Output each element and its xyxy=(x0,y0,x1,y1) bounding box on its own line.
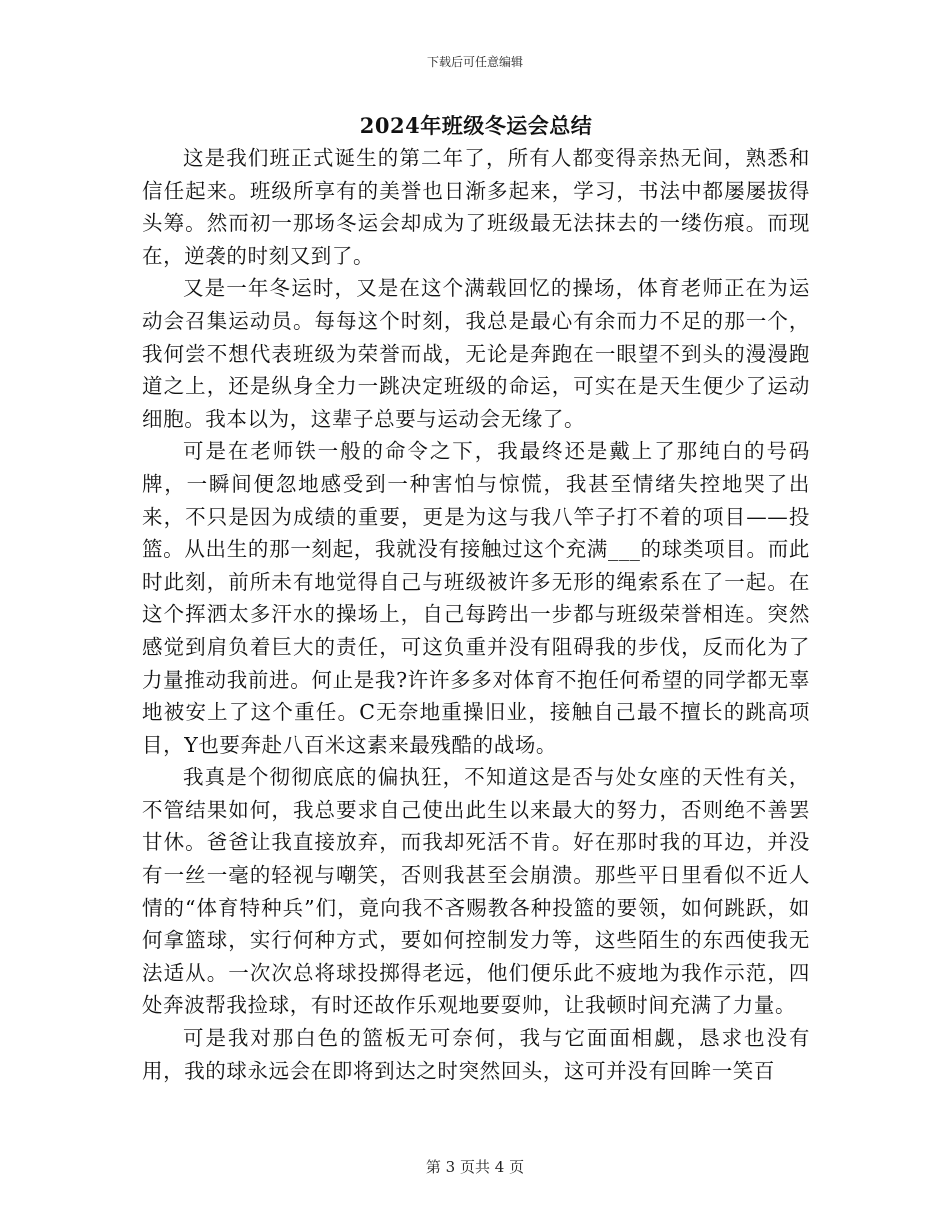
document-title: 2024年班级冬运会总结 xyxy=(359,113,593,138)
paragraph-1: 这是我们班正式诞生的第二年了，所有人都变得亲热无间，熟悉和信任起来。班级所享有的美誉也日渐多起来，学习，书法中都屡屡拔得头筹。然而初一那场冬运会却成为了班级最无法抹去的一缕伤痕。而现在，逆袭的时刻又到了。 xyxy=(142,146,810,268)
paragraph-4: 我真是个彻彻底底的偏执狂，不知道这是否与处女座的天性有关，不管结果如何，我总要求自己使出此生以来最大的努力，否则绝不善罢甘休。爸爸让我直接放弃，而我却死活不肯。好在那时我的耳边，并没有一丝一毫的轻视与嘲笑，否则我甚至会崩溃。那些平日里看似不近人情的“体育特种兵”们，竟向我不吝赐教各种投篮的要领，如何跳跃，如何拿篮球，实行何种方式，要如何控制发力等，这些陌生的东西使我无法适从。一次次总将球投掷得老远，他们便乐此不疲地为我作示范，四处奔波帮我捡球，有时还故作乐观地要耍帅，让我顿时间充满了力量。 xyxy=(142,765,810,1018)
header-note: 下载后可任意编辑 xyxy=(426,55,523,69)
paragraph-5: 可是我对那白色的篮板无可奈何，我与它面面相觑，恳求也没有用，我的球永远会在即将到达之时突然回头，这可并没有回眸一笑百 xyxy=(142,1026,810,1083)
page-number-footer: 第 3 页共 4 页 xyxy=(425,1158,525,1176)
document-body xyxy=(142,110,810,1087)
paragraph-2: 又是一年冬运时，又是在这个满载回忆的操场，体育老师正在为运动会召集运动员。每每这个时刻，我总是最心有余而力不足的那一个，我何尝不想代表班级为荣誉而战，无论是奔跑在一眼望不到头的漫漫跑道之上，还是纵身全力一跳决定班级的命运，可实在是天生便少了运动细胞。我本以为，这辈子总要与运动会无缘了。 xyxy=(142,276,810,431)
paragraph-3: 可是在老师铁一般的命令之下，我最终还是戴上了那纯白的号码牌，一瞬间便忽地感受到一种害怕与惊慌，我甚至情绪失控地哭了出来，不只是因为成绩的重要，更是为这与我八竿子打不着的项目——投篮。从出生的那一刻起，我就没有接触过这个充满___的球类项目。而此时此刻，前所未有地觉得自己与班级被许多无形的绳索系在了一起。在这个挥洒太多汗水的操场上，自己每跨出一步都与班级荣誉相连。突然感觉到肩负着巨大的责任，可这负重并没有阻碍我的步伐，反而化为了力量推动我前进。何止是我?许许多多对体育不抱任何希望的同学都无辜地被安上了这个重任。C无奈地重操旧业，接触自己最不擅长的跳高项目，Y也要奔赴八百米这素来最残酷的战场。 xyxy=(142,439,810,757)
